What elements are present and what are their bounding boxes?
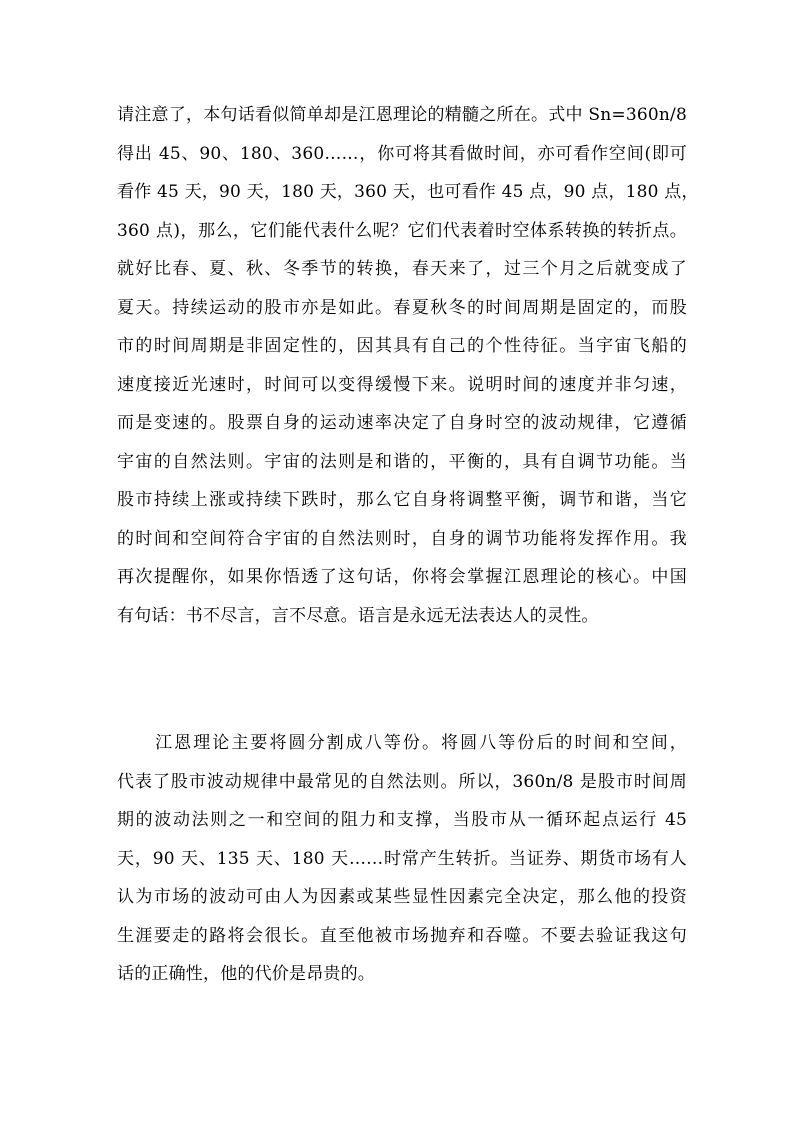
text-line: 的时间和空间符合宇宙的自然法则时，自身的调节功能将发挥作用。我 [117,528,687,549]
text-line: 市的时间周期是非固定性的，因其具有自己的个性待征。当宇宙飞船的 [117,336,687,356]
text-line: 看作 45 天，90 天，180 天，360 天，也可看作 45 点，90 点，180 点， [117,182,699,202]
paragraph-2 [117,724,687,994]
text-line: 速度接近光速时，时间可以变得缓慢下来。说明时间的速度并非匀速， [117,374,687,395]
text-line: 夏天。持续运动的股市亦是如此。春夏秋冬的时间周期是固定的，而股 [117,297,687,318]
text-line: 再次提醒你，如果你悟透了这句话，你将会掌握江恩理论的核心。中国 [117,567,687,587]
text-line: 话的正确性，他的代价是昂贵的。 [117,964,375,984]
text-line: 请注意了，本句话看似简单却是江恩理论的精髓之所在。式中 Sn=360n/8 [117,105,687,125]
text-line: 天，90 天、135 天、180 天……时常产生转折。当证券、期货市场有人 [117,848,687,869]
paragraph-1 [117,96,699,635]
text-line: 股市持续上涨或持续下跌时，那么它自身将调整平衡，调节和谐，当它 [117,490,687,510]
text-line: 得出 45、90、180、360……，你可将其看做时间，亦可看作空间(即可 [117,143,687,164]
text-line: 有句话：书不尽言，言不尽意。语言是永远无法表达人的灵性。 [117,605,599,626]
text-line: 代表了股市波动规律中最常见的自然法则。所以，360n/8 是股市时间周 [117,771,687,792]
text-line: 就好比春、夏、秋、冬季节的转换，春天来了，过三个月之后就变成了 [117,259,687,279]
text-line: 生涯要走的路将会很长。直至他被市场抛弃和吞噬。不要去验证我这句 [117,925,687,946]
text-line: 江恩理论主要将圆分割成八等份。将圆八等份后的时间和空间， [117,733,687,753]
text-line: 宇宙的自然法则。宇宙的法则是和谐的，平衡的，具有自调节功能。当 [117,451,687,472]
text-line: 而是变速的。股票自身的运动速率决定了自身时空的波动规律，它遵循 [117,413,687,433]
text-line: 360 点)，那么，它们能代表什么呢？它们代表着时空体系转换的转折点。 [117,220,687,241]
text-line: 期的波动法则之一和空间的阻力和支撑，当股市从一循环起点运行 45 [117,810,687,830]
text-line: 认为市场的波动可由人为因素或某些显性因素完全决定，那么他的投资 [117,887,687,907]
